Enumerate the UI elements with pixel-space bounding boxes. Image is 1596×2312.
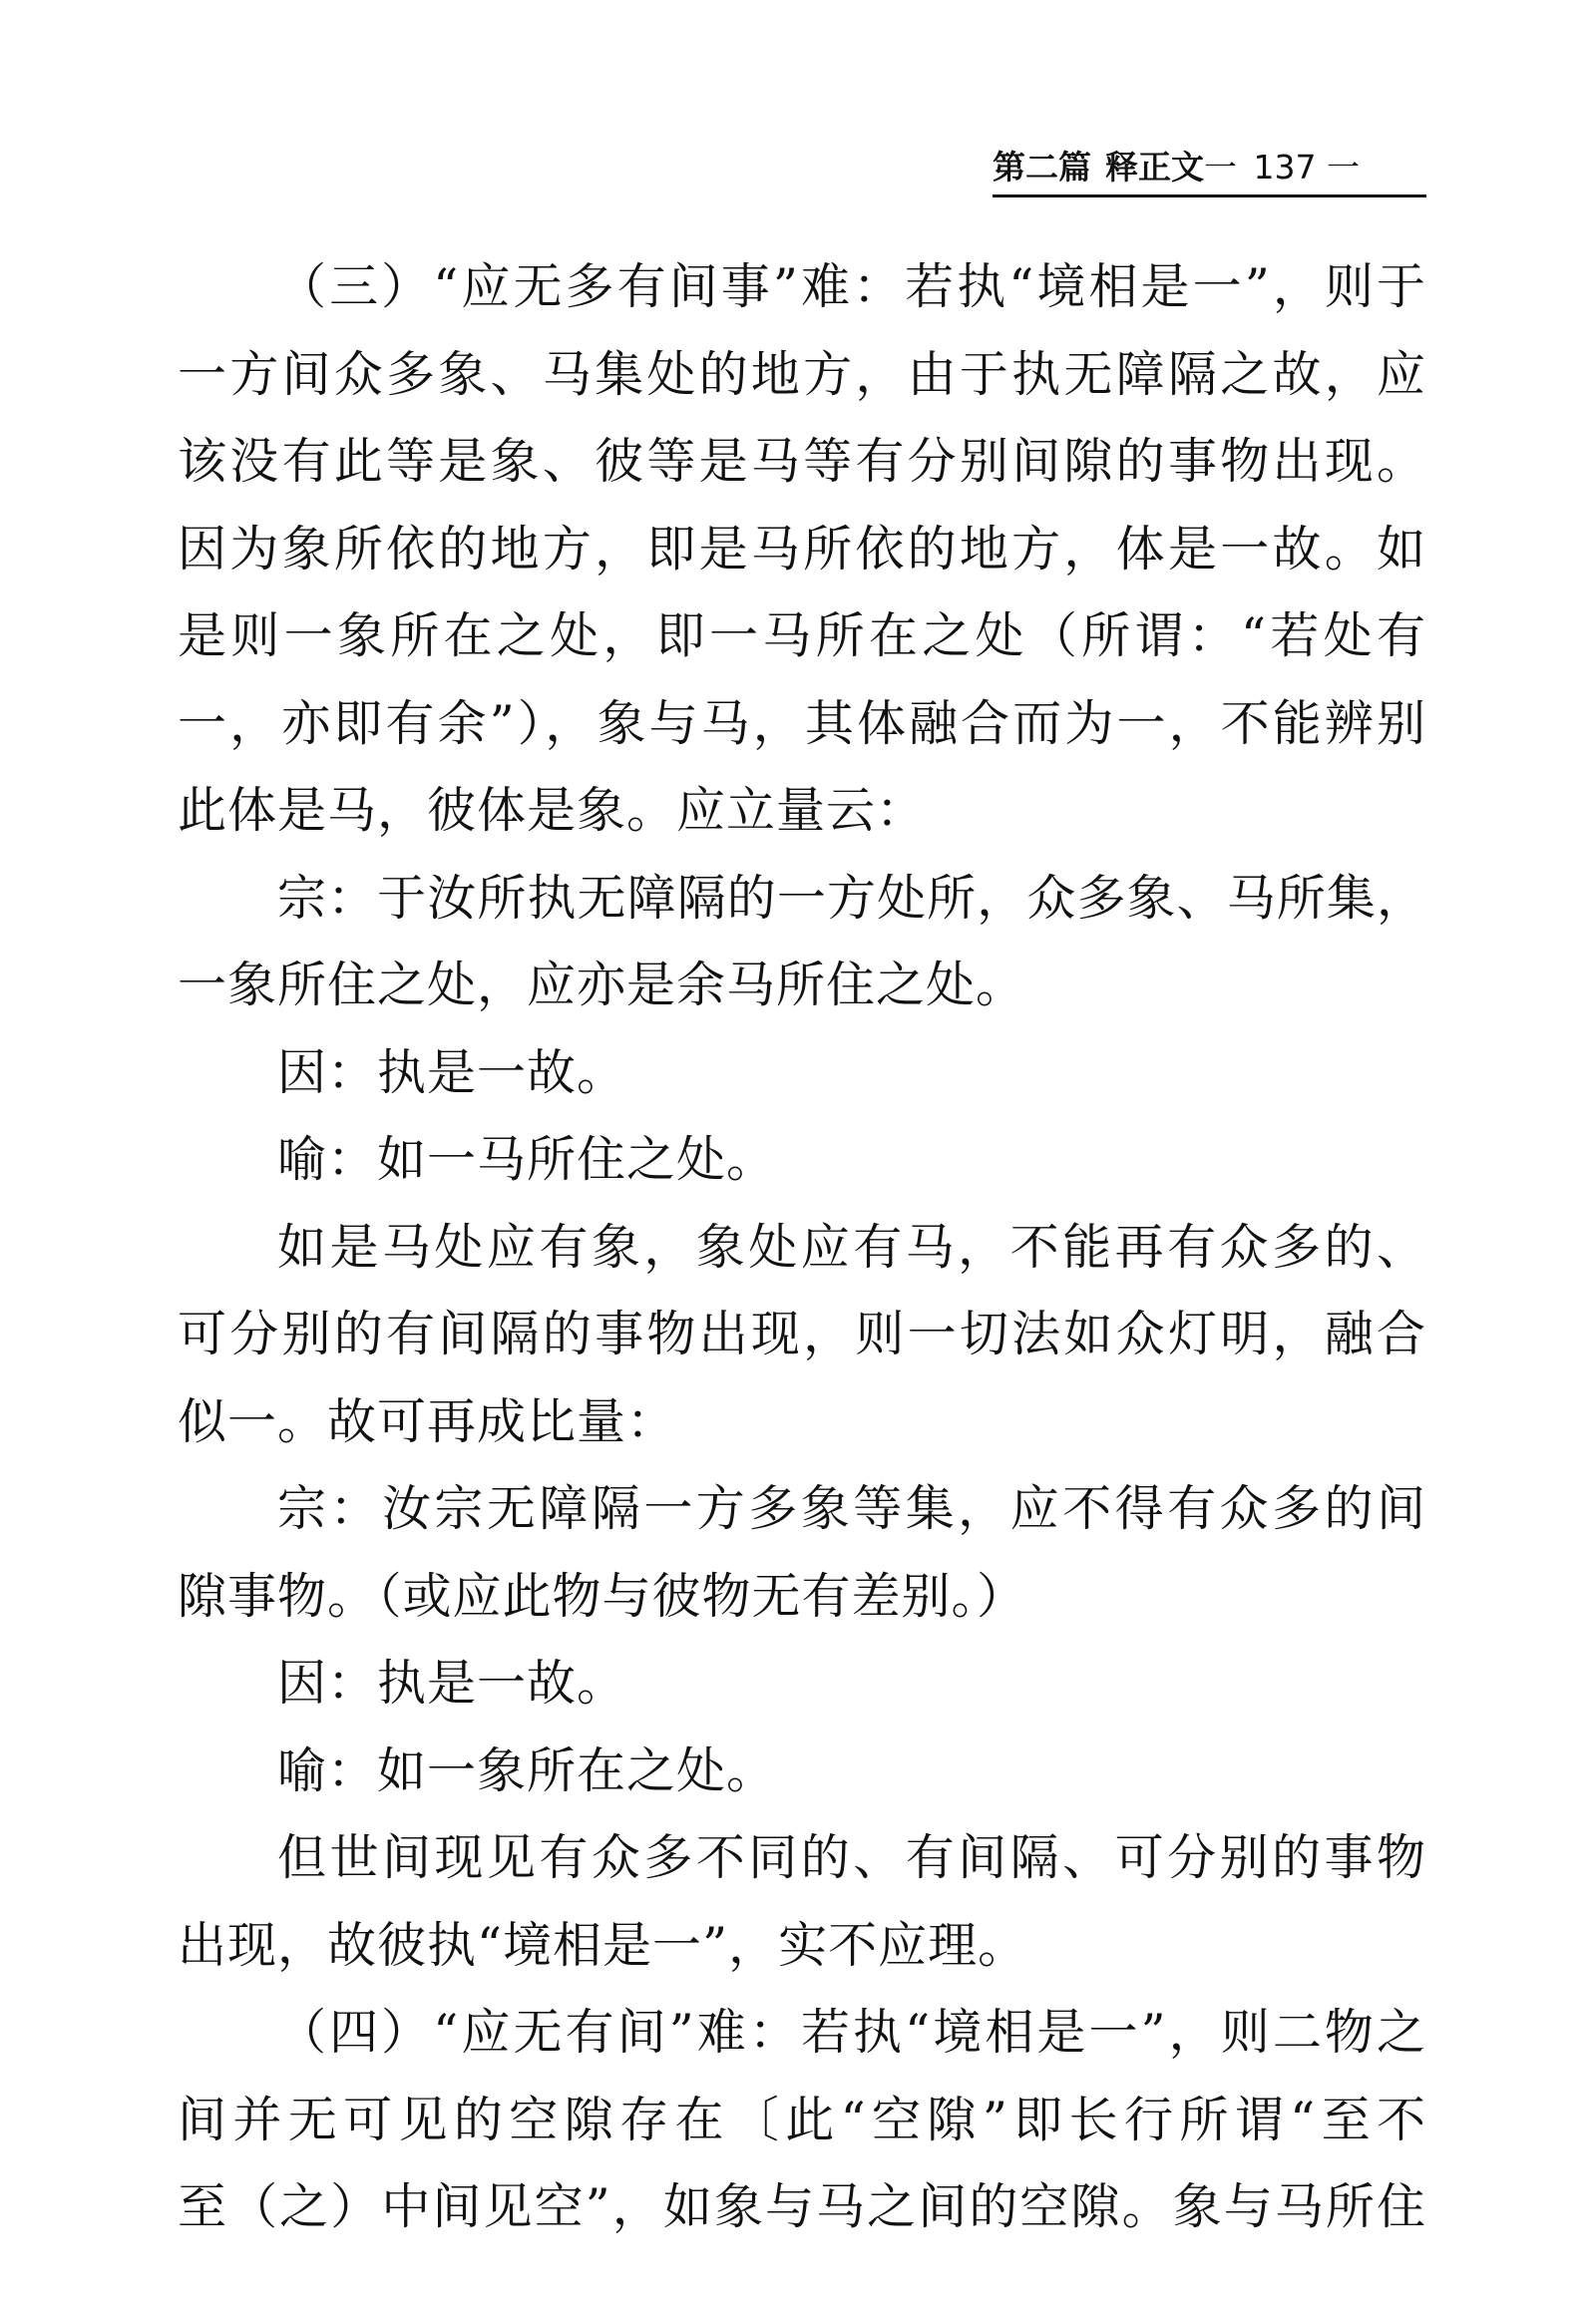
text-line: 喻：如一象所在之处。 [277,1741,777,1799]
text-line: 是则一象所在之处，即一马所在之处（所谓：“若处有 [178,607,1426,664]
text-line: 因：执是一故。 [277,1043,627,1101]
text-line: （三）“应无多有间事”难：若执“境相是一”，则于 [277,258,1426,315]
text-line: 出现，故彼执“境相是一”，实不应理。 [178,1916,1028,1974]
header-title: 释正文 [1105,148,1204,187]
text-line: 可分别的有间隔的事物出现，则一切法如众灯明，融合 [178,1306,1426,1362]
text-line: 因：执是一故。 [277,1655,627,1712]
header-dash-left: 一 [1204,148,1237,187]
text-line: 但世间现见有众多不同的、有间隔、可分别的事物 [277,1829,1426,1886]
text-line: （四）“应无有间”难：若执“境相是一”，则二物之 [277,2004,1426,2061]
text-line: 至（之）中间见空”，如象与马之间的空隙。象与马所住 [178,2178,1426,2235]
text-line: 一方间众多象、马集处的地方，由于执无障隔之故，应 [178,345,1426,403]
text-line: 似一。故可再成比量： [178,1392,677,1450]
text-line: 此体是马，彼体是象。应立量云： [178,782,927,839]
text-line: 因为象所依的地方，即是马所依的地方，体是一故。如 [178,520,1426,578]
text-line: 隙事物。（或应此物与彼物无有差别。） [178,1567,1027,1625]
text-line: 宗：于汝所执无障隔的一方处所，众多象、马所集， [277,869,1426,927]
page-number: 137 [1253,148,1317,187]
text-line: 如是马处应有象，象处应有马，不能再有众多的、 [277,1218,1426,1276]
text-line: 喻：如一马所住之处。 [277,1131,777,1188]
text-line: 宗：汝宗无障隔一方多象等集，应不得有众多的间 [277,1480,1426,1537]
text-line: 一，亦即有余”），象与马，其体融合而为一，不能辨别 [178,694,1426,752]
text-line: 间并无可见的空隙存在〔此“空隙”即长行所谓“至不 [178,2091,1426,2148]
running-header [993,145,1426,197]
header-part: 第二篇 [993,148,1091,187]
body-text [178,243,1426,2251]
text-line: 一象所住之处，应亦是余马所住之处。 [178,957,1026,1013]
text-line: 该没有此等是象、彼等是马等有分别间隙的事物出现。 [178,433,1426,490]
header-dash-right: 一 [1327,148,1360,187]
